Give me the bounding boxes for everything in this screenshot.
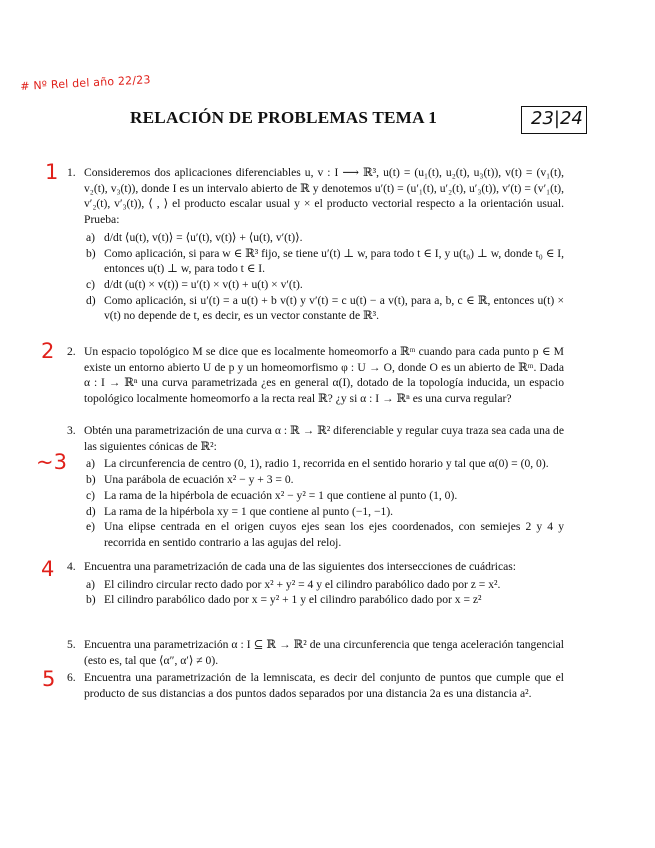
problem-item (84, 472, 564, 488)
problem-item (84, 456, 564, 472)
problem-item (84, 504, 564, 520)
handwritten-number: 5 (42, 667, 56, 691)
handwritten-number: 4 (41, 557, 55, 581)
problem-number: 6. (67, 671, 76, 684)
item-label: b) (86, 246, 96, 260)
problem-text: Encuentra una parametrización de cada una de las siguientes dos intersecciones de cuádricas: (84, 560, 516, 573)
handwritten-number: 1 (45, 160, 59, 184)
item-label: a) (86, 230, 96, 244)
item-text: Como aplicación, si u′(t) = a u(t) + b v(t) y v′(t) = c u(t) − a v(t), para a, b, c ∈ ℝ, entonces u(t) × v(t) no depende de t, es decir, es un vector constante de ℝ³. (104, 293, 564, 323)
handwritten-year: 23|24 (531, 108, 583, 129)
problem-item (84, 230, 564, 246)
item-label: e) (86, 520, 96, 534)
item-label: c) (86, 277, 96, 291)
item-label: d) (86, 293, 96, 307)
problem-text: Encuentra una parametrización α : I ⊆ ℝ → ℝ² de una circunferencia que tenga aceleración tangencial (esto es, tal que ⟨α″, α′⟩ ≠ 0). (84, 638, 564, 667)
problem-6 (67, 670, 564, 701)
problem-item (84, 577, 564, 593)
problem-text: Consideremos dos aplicaciones diferenciables u, v : I ⟶ ℝ³, u(t) = (u₁(t), u₂(t), u₃(t)), v(t) = (v₁(t), v₂(t), v₃(t)), donde I es un intervalo abierto de ℝ y denotemos u′(t) = (u′₁(t), u′₂(t), u′₃(t)), v′(t) = (v′₁(t), v′₂(t), v′₃(t)), ⟨ , ⟩ el producto escalar usual y × el producto vectorial respecto a la orientación usual. Prueba: (84, 166, 564, 227)
handwritten-number: 2 (41, 339, 55, 363)
problem-text: Un espacio topológico M se dice que es localmente homeomorfo a ℝᵐ cuando para cada punto p ∈ M existe un entorno abierto U de p y un homeomorfismo φ : U → O, donde O es un abierto de ℝᵐ. Dada α : I → ℝⁿ una curva parametrizada ¿es en general α(I), dotado de la topología inducida, un espacio topológico localmente homeomorfo a la recta real ℝ? ¿y si α : I → ℝⁿ es una curva regular? (84, 345, 564, 406)
problem-item (84, 293, 564, 324)
item-label: b) (86, 473, 96, 487)
item-text: El cilindro circular recto dado por x² + y² = 4 y el cilindro parabólico dado por z = x². (104, 577, 501, 591)
problem-item (84, 519, 564, 550)
item-text: La rama de la hipérbola xy = 1 que contiene al punto (−1, −1). (104, 504, 394, 518)
item-text: Una parábola de ecuación x² − y + 3 = 0. (104, 473, 294, 487)
item-label: a) (86, 457, 96, 471)
problem-2 (67, 344, 564, 407)
year-box (521, 106, 587, 134)
problem-number: 4. (67, 560, 76, 573)
item-text: La circunferencia de centro (0, 1), radio 1, recorrida en el sentido horario y tal que α(0) = (0, 0). (104, 457, 549, 471)
item-label: b) (86, 593, 96, 607)
problem-number: 5. (67, 638, 76, 651)
problem-number: 3. (67, 424, 76, 437)
item-text: d/dt (u(t) × v(t)) = u′(t) × v(t) + u(t) × v′(t). (104, 277, 303, 291)
item-label: a) (86, 577, 96, 591)
problem-text: Obtén una parametrización de una curva α : ℝ → ℝ² diferenciable y regular cuya traza sea cada una de las siguientes cónicas de ℝ²: (84, 424, 564, 453)
item-label: c) (86, 488, 96, 502)
problem-item (84, 488, 564, 504)
handwritten-number: ~3 (36, 450, 67, 474)
page-title: RELACIÓN DE PROBLEMAS TEMA 1 (130, 108, 438, 127)
item-text: Como aplicación, si para w ∈ ℝ³ fijo, se tiene u′(t) ⊥ w, para todo t ∈ I, y u(t₀) ⊥ w, donde t₀ ∈ I, entonces u(t) ⊥ w, para todo t ∈ I. (104, 246, 564, 276)
problem-item (84, 277, 564, 293)
problem-1 (67, 165, 564, 324)
handwritten-note: # Nº Rel del año 22/23 (20, 73, 151, 93)
item-text: d/dt ⟨u(t), v(t)⟩ = ⟨u′(t), v(t)⟩ + ⟨u(t), v′(t)⟩. (104, 230, 303, 244)
problem-item (84, 246, 564, 277)
item-text: La rama de la hipérbola de ecuación x² − y² = 1 que contiene al punto (1, 0). (104, 488, 458, 502)
problem-number: 2. (67, 345, 76, 358)
item-text: Una elipse centrada en el origen cuyos ejes sean los ejes coordenados, con semiejes 2 y 4 y recorrida en sentido contrario a las agujas del reloj. (104, 520, 564, 549)
item-text: El cilindro parabólico dado por x = y² + 1 y el cilindro parabólico dado por x = z² (104, 593, 482, 607)
problem-4 (67, 559, 564, 608)
problem-item (84, 592, 564, 608)
problem-5 (67, 637, 564, 668)
problem-number: 1. (67, 166, 76, 179)
item-label: d) (86, 504, 96, 518)
problem-3 (67, 423, 564, 551)
problem-text: Encuentra una parametrización de la lemniscata, es decir del conjunto de puntos que cumple que el producto de sus distancias a dos puntos dados separados por una distancia 2a es una distancia a². (84, 671, 564, 700)
